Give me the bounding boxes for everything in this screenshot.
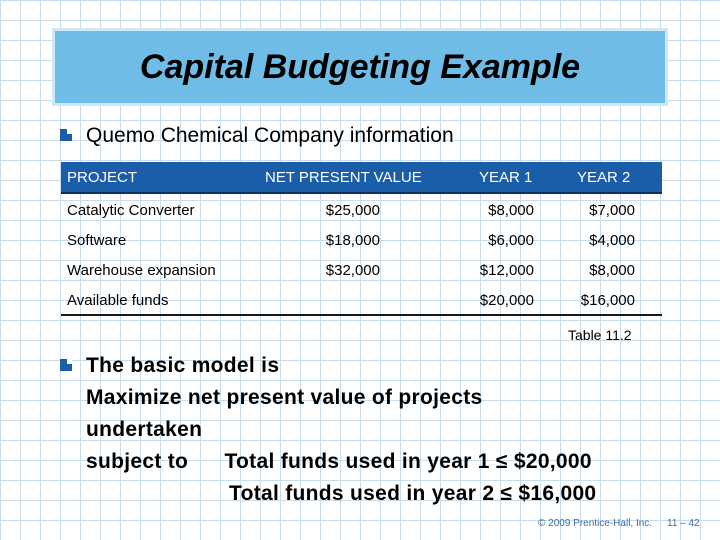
header-project: PROJECT — [67, 169, 138, 186]
header-year1: YEAR 1 — [479, 169, 533, 186]
model-line-objective-cont: undertaken — [86, 418, 203, 441]
projects-table — [61, 162, 662, 316]
cell-year1: $20,000 — [479, 292, 534, 309]
cell-year2: $8,000 — [589, 262, 635, 279]
constraint-year1: Total funds used in year 1 ≤ $20,000 — [224, 450, 592, 473]
cell-project: Software — [67, 232, 127, 249]
cell-year2: $7,000 — [589, 202, 635, 219]
header-year2: YEAR 2 — [577, 169, 631, 186]
table-header-row — [61, 162, 662, 194]
bullet-company-info — [60, 124, 454, 148]
table-row — [61, 224, 662, 254]
model-line-constraint1 — [86, 446, 596, 478]
model-line-constraint2 — [86, 478, 596, 510]
slide-title: Capital Budgeting Example — [139, 47, 581, 86]
table-row — [61, 254, 662, 284]
cell-project: Catalytic Converter — [67, 202, 195, 219]
square-bullet-icon — [60, 129, 72, 141]
table-row — [61, 284, 662, 316]
copyright-footer: © 2009 Prentice-Hall, Inc. — [538, 518, 653, 529]
cell-year2: $4,000 — [589, 232, 635, 249]
cell-npv: $25,000 — [325, 202, 380, 219]
title-banner — [52, 28, 668, 106]
table-caption: Table 11.2 — [568, 327, 632, 343]
cell-year1: $6,000 — [488, 232, 534, 249]
cell-project: Available funds — [67, 292, 169, 309]
header-npv: NET PRESENT VALUE — [265, 169, 422, 186]
subject-to-label: subject to — [86, 450, 189, 473]
model-line-intro: The basic model is — [86, 354, 280, 377]
cell-npv: $32,000 — [325, 262, 380, 279]
square-bullet-icon — [60, 359, 72, 371]
cell-year1: $12,000 — [479, 262, 534, 279]
constraint-year2: Total funds used in year 2 ≤ $16,000 — [229, 482, 597, 505]
page-number: 11 – 42 — [667, 518, 700, 529]
bullet-basic-model — [60, 350, 596, 510]
cell-year1: $8,000 — [488, 202, 534, 219]
model-line-objective: Maximize net present value of projects — [86, 386, 483, 409]
cell-year2: $16,000 — [580, 292, 635, 309]
cell-project: Warehouse expansion — [67, 262, 216, 279]
bullet-text: Quemo Chemical Company information — [86, 124, 454, 147]
model-text — [86, 350, 596, 510]
table-row — [61, 194, 662, 224]
cell-npv: $18,000 — [325, 232, 380, 249]
